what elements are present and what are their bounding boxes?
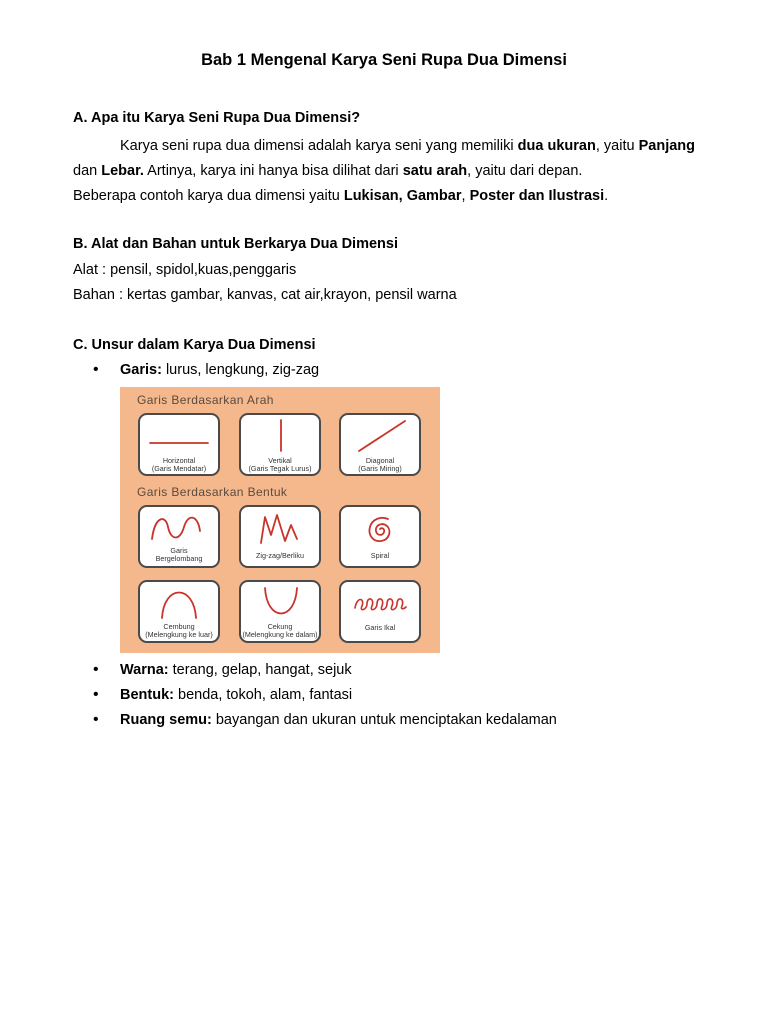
card-label xyxy=(241,623,319,639)
card-cekung xyxy=(239,580,321,643)
item-label: Ruang semu: xyxy=(120,712,212,728)
page-title: Bab 1 Mengenal Karya Seni Rupa Dua Dimensi xyxy=(201,51,567,69)
bahan-line: Bahan : kertas gambar, kanvas, cat air,krayon, pensil warna xyxy=(73,287,457,303)
text-run: , xyxy=(461,188,470,204)
card-label-line: Horizontal xyxy=(162,456,196,465)
card-label xyxy=(341,457,419,473)
card-label-line: Garis Ikal xyxy=(364,623,396,632)
card-label xyxy=(140,547,218,563)
item-label: Bentuk: xyxy=(120,687,174,703)
bullet-marker: • xyxy=(93,711,99,728)
bold-run: Poster dan Ilustrasi xyxy=(469,188,605,204)
bold-run: Lebar. xyxy=(101,163,144,179)
list-item-text xyxy=(120,712,557,728)
item-text: lurus, lengkung, zig-zag xyxy=(161,362,320,378)
text-run: Karya seni rupa dua dimensi adalah karya seni yang memiliki xyxy=(120,138,518,154)
card-label xyxy=(140,457,218,473)
card-label-line: Cekung xyxy=(267,622,293,631)
card-label-line: Garis xyxy=(170,546,188,555)
card-bergelombang xyxy=(138,505,220,568)
card-label xyxy=(241,552,319,560)
item-text: bayangan dan ukuran untuk menciptakan kedalaman xyxy=(211,712,557,728)
caption-bentuk: Garis Berdasarkan Bentuk xyxy=(137,485,288,499)
card-vertikal xyxy=(239,413,321,476)
text-run: Artinya, karya ini hanya bisa dilihat dari xyxy=(143,163,403,179)
garis-illustration xyxy=(120,387,440,653)
card-label-line: Spiral xyxy=(370,551,390,560)
section-b-heading: B. Alat dan Bahan untuk Berkarya Dua Dimensi xyxy=(73,236,398,252)
caption-arah: Garis Berdasarkan Arah xyxy=(137,393,274,407)
card-label-line: Bergelombang xyxy=(155,554,203,563)
alat-line: Alat : pensil, spidol,kuas,penggaris xyxy=(73,262,297,278)
section-a-paragraph xyxy=(73,134,695,209)
card-zigzag xyxy=(239,505,321,568)
list-item-text xyxy=(120,362,319,378)
text-run: Beberapa contoh karya dua dimensi yaitu xyxy=(73,188,344,204)
section-a-examples xyxy=(73,184,695,209)
card-label xyxy=(341,552,419,560)
section-c-heading: C. Unsur dalam Karya Dua Dimensi xyxy=(73,337,316,353)
item-label: Garis: xyxy=(120,362,162,378)
text-run: , yaitu dari depan. xyxy=(467,163,583,179)
card-label-line: (Melengkung ke luar) xyxy=(145,630,213,639)
bullet-marker: • xyxy=(93,361,99,378)
card-label xyxy=(341,624,419,632)
card-label-line: Vertikal xyxy=(268,456,292,465)
item-label: Warna: xyxy=(120,662,169,678)
bold-run: Lukisan, Gambar xyxy=(343,188,462,204)
card-label xyxy=(140,623,218,639)
card-label-line: (Garis Mendatar) xyxy=(151,464,207,473)
bold-run: satu arah xyxy=(402,163,468,179)
card-label-line: Cembung xyxy=(163,622,195,631)
card-horizontal xyxy=(138,413,220,476)
item-text: terang, gelap, hangat, sejuk xyxy=(168,662,352,678)
card-label-line: (Melengkung ke dalam) xyxy=(242,630,318,639)
card-label-line: Zig-zag/Berliku xyxy=(256,551,304,560)
card-label-line: (Garis Tegak Lurus) xyxy=(248,464,312,473)
bullet-marker: • xyxy=(93,686,99,703)
section-a-text xyxy=(73,134,695,184)
text-run: dan xyxy=(73,163,102,179)
section-a-heading: A. Apa itu Karya Seni Rupa Dua Dimensi? xyxy=(73,110,361,126)
card-cembung xyxy=(138,580,220,643)
card-label-line: (Garis Miring) xyxy=(358,464,402,473)
list-item-text xyxy=(120,662,352,678)
bullet-marker: • xyxy=(93,661,99,678)
card-label-line: Diagonal xyxy=(365,456,395,465)
item-text: benda, tokoh, alam, fantasi xyxy=(173,687,353,703)
text-run: . xyxy=(604,188,609,204)
card-spiral xyxy=(339,505,421,568)
bold-run: Panjang xyxy=(638,138,696,154)
curl-line-icon xyxy=(341,582,419,641)
card-ikal xyxy=(339,580,421,643)
list-item-text xyxy=(120,687,352,703)
card-label xyxy=(241,457,319,473)
card-diagonal xyxy=(339,413,421,476)
text-run: , yaitu xyxy=(595,138,639,154)
bold-run: dua ukuran xyxy=(517,138,596,154)
